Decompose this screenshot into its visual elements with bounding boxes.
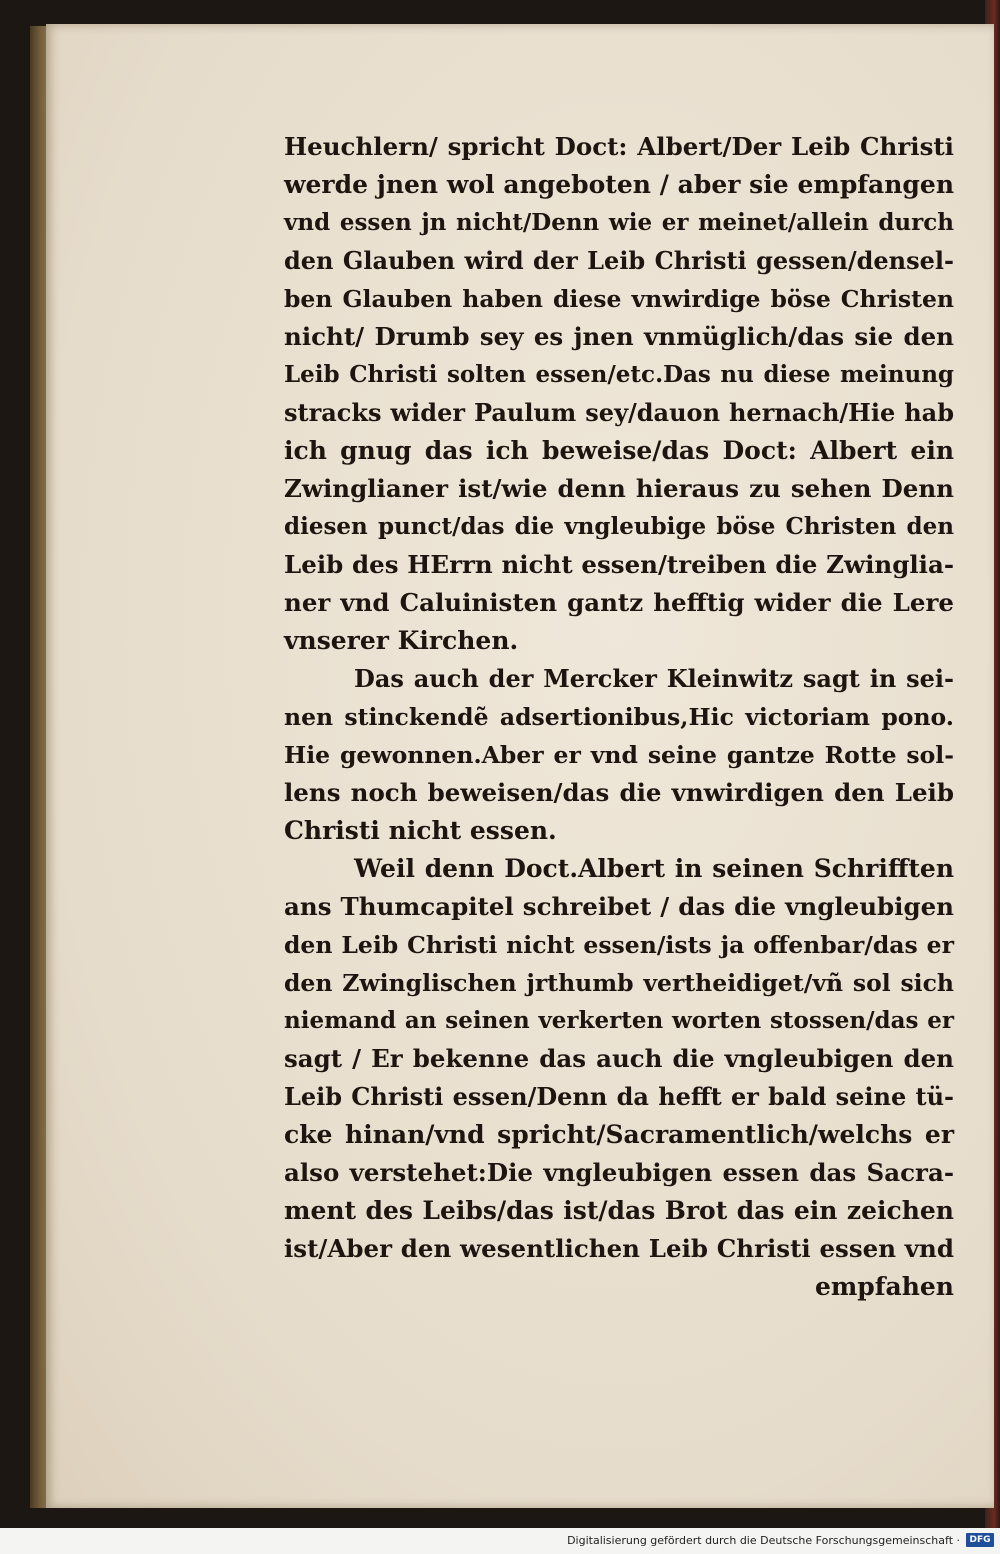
text-line-3: vnd essen jn nicht/Denn wie er meinet/allein durch: [284, 209, 954, 236]
text-line-7: Leib Christi solten essen/etc.Das nu diese meinung: [284, 361, 954, 388]
text-line-15: Das auch der Mercker Kleinwitz sagt in sei-: [354, 664, 954, 693]
text-line-21: ans Thumcapitel schreibet / das die vngleubigen: [284, 892, 954, 921]
text-line-1: Heuchlern/ spricht Doct: Albert/Der Leib Christi: [284, 132, 954, 161]
digitization-footer: [0, 1528, 1000, 1554]
text-line-20: Weil denn Doct.Albert in seinen Schrifften: [354, 854, 954, 883]
text-line-28: also verstehet:Die vngleubigen essen das Sacra-: [284, 1158, 954, 1187]
catchword: empfahen: [814, 1272, 954, 1301]
text-line-18: lens noch beweisen/das die vnwirdigen den Leib: [284, 778, 954, 807]
text-line-26: Leib Christi essen/Denn da hefft er bald seine tü-: [284, 1082, 954, 1111]
dfg-logo: DFG: [966, 1533, 994, 1547]
text-line-17: Hie gewonnen.Aber er vnd seine gantze Rotte sol-: [284, 741, 954, 769]
text-line-16: nen stinckendẽ adsertionibus,Hic victoriam pono.: [284, 703, 954, 731]
text-line-5: ben Glauben haben diese vnwirdige böse Christen: [284, 285, 954, 313]
text-line-19: Christi nicht essen.: [284, 816, 557, 845]
text-line-12: Leib des HErrn nicht essen/treiben die Zwinglia-: [284, 550, 954, 579]
text-line-8: stracks wider Paulum sey/dauon hernach/Hie hab: [284, 398, 954, 427]
text-line-29: ment des Leibs/das ist/das Brot das ein zeichen: [284, 1196, 954, 1225]
text-line-10: Zwinglianer ist/wie denn hieraus zu sehen Denn: [284, 474, 954, 503]
text-line-22: den Leib Christi nicht essen/ists ja offenbar/das er: [284, 931, 954, 959]
funding-credit: Digitalisierung gefördert durch die Deutsche Forschungsgemeinschaft ·: [567, 1534, 960, 1547]
text-line-11: diesen punct/das die vngleubige böse Christen den: [284, 513, 954, 540]
text-line-4: den Glauben wird der Leib Christi gessen/densel-: [284, 246, 954, 275]
text-line-2: werde jnen wol angeboten / aber sie empfangen: [284, 170, 954, 199]
text-line-27: cke hinan/vnd spricht/Sacramentlich/welchs er: [284, 1120, 954, 1149]
text-line-23: den Zwinglischen jrthumb vertheidiget/vñ sol sich: [284, 969, 954, 997]
text-line-14: vnserer Kirchen.: [284, 626, 519, 655]
text-line-30: ist/Aber den wesentlichen Leib Christi essen vnd: [284, 1234, 954, 1263]
text-line-9: ich gnug das ich beweise/das Doct: Albert ein: [284, 436, 954, 465]
text-line-25: sagt / Er bekenne das auch die vngleubigen den: [284, 1044, 954, 1073]
text-line-24: niemand an seinen verkerten worten stossen/das er: [284, 1007, 954, 1034]
text-line-13: ner vnd Caluinisten gantz hefftig wider die Lere: [284, 588, 954, 617]
text-line-6: nicht/ Drumb sey es jnen vnmüglich/das sie den: [284, 322, 954, 351]
